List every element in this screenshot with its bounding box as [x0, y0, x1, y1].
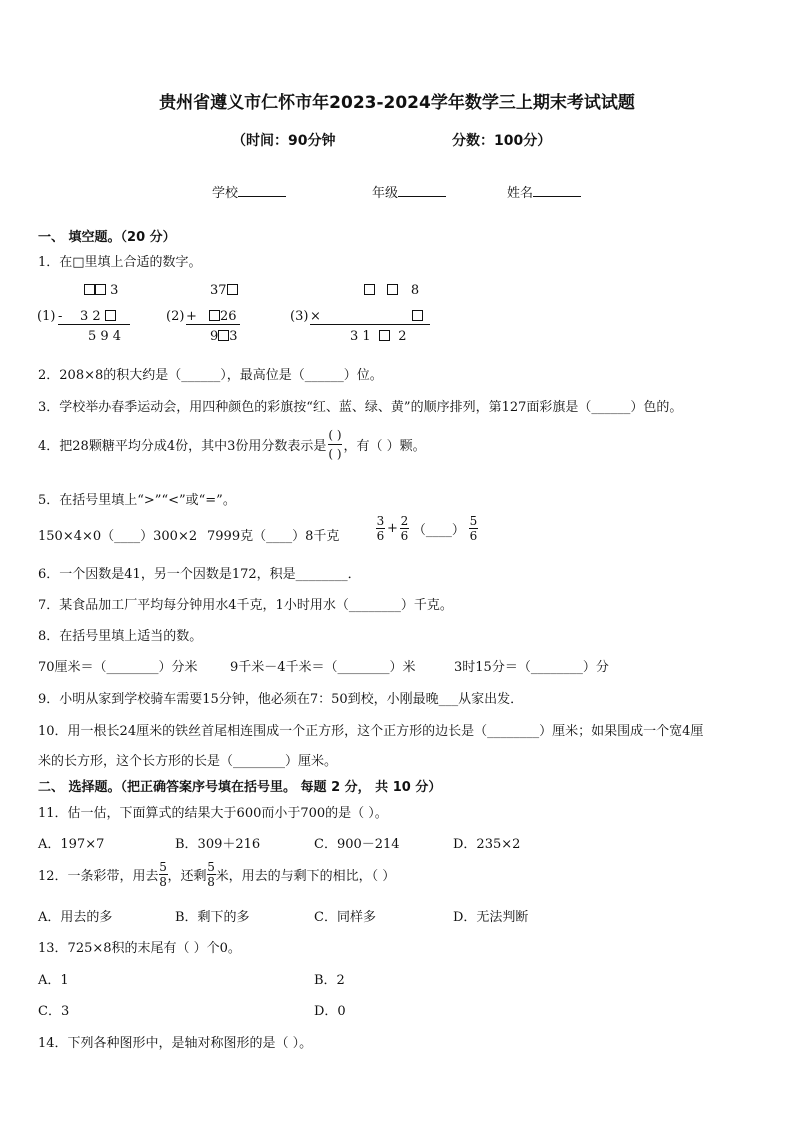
q1-p1-label: (1): [37, 309, 56, 324]
q1-p2-mid-digits: 26: [220, 309, 237, 324]
q12-text-c: 米，用去的与剩下的相比，（ ）: [215, 869, 396, 884]
digit-box: [379, 330, 390, 341]
q14-text: 14．下列各种图形中，是轴对称图形的是（ ）。: [38, 1036, 313, 1051]
q5-fraction-1: [376, 514, 385, 543]
q8-text: 8．在括号里填上适当的数。: [38, 629, 203, 644]
section2-heading: 二、 选择题。（把正确答案序号填在括号里。 每题 2 分， 共 10 分）: [38, 780, 442, 795]
grade-blank: [398, 184, 446, 197]
q1-p2-top-digits: 37: [210, 283, 227, 298]
q1-p2-op: +: [186, 309, 197, 324]
q1-p3-top-digit: 8: [410, 283, 420, 298]
plus-sign: +: [387, 521, 398, 536]
q12-option-d: D．无法判断: [453, 910, 529, 925]
school-field: [212, 182, 286, 201]
name-field: [507, 182, 581, 201]
q1-p3-top: [364, 283, 419, 298]
digit-box: [218, 330, 229, 341]
q12-text: [38, 860, 395, 889]
q1-p3-res-digit2: 2: [398, 329, 407, 344]
q5-fraction-2: [400, 514, 409, 543]
q12-option-b: B．剩下的多: [175, 910, 250, 925]
exam-score: 分数：100分）: [452, 133, 552, 149]
school-blank: [238, 184, 286, 197]
q5-c: [376, 514, 478, 543]
q1-p2-label: (2): [166, 309, 185, 324]
q4-fraction-den: ( ): [328, 447, 342, 461]
q5-a: 150×4×0（____）300×2: [38, 529, 198, 544]
school-label: 学校: [212, 186, 239, 201]
q6-text: 6．一个因数是41，另一个因数是172，积是________．: [38, 567, 361, 582]
q12-fraction-2: [207, 860, 216, 889]
fraction-num: 5: [207, 860, 215, 874]
q5-fraction-3: [469, 514, 478, 543]
q11-option-a: A．197×7: [38, 837, 105, 852]
q13-option-a: A．1: [38, 973, 69, 988]
digit-box: [387, 284, 398, 295]
q13-option-c: C．3: [38, 1004, 70, 1019]
q11-option-b: B．309＋216: [175, 837, 261, 852]
q10-text-b: 米的长方形，这个长方形的长是（________）厘米。: [38, 754, 338, 769]
q13-text: 13．725×8积的末尾有（ ）个0。: [38, 941, 241, 956]
fraction-den: 8: [207, 875, 215, 889]
q5-compare-blank: （____）: [412, 523, 465, 538]
grade-field: [372, 182, 446, 201]
fraction-num: 2: [400, 514, 409, 528]
q1-p1-top-digit: 3: [110, 283, 119, 298]
q3-text: 3．学校举办春季运动会，用四种颜色的彩旗按“红、蓝、绿、黄”的顺序排列，第127面彩旗是（______）色的。: [38, 400, 683, 415]
q12-fraction-1: [159, 860, 168, 889]
fraction-den: 6: [400, 529, 409, 543]
page-title: 贵州省遵义市仁怀市年2023-2024学年数学三上期末考试试题: [159, 93, 635, 113]
q11-text: 11．估一估，下面算式的结果大于600而小于700的是（ ）。: [38, 806, 388, 821]
q4-text-b: ，有（ ）颗。: [343, 439, 426, 454]
q1-p1-top: [84, 283, 118, 298]
digit-box: [105, 310, 116, 321]
q5-text: 5．在括号里填上“>”“<”或“=”。: [38, 493, 236, 508]
digit-box: [412, 310, 423, 321]
digit-box: [84, 284, 95, 295]
q10-text-a: 10．用一根长24厘米的铁丝首尾相连围成一个正方形，这个正方形的边长是（________）厘米；如果围成一个宽4厘: [38, 724, 704, 739]
q1-p3-label: (3): [290, 309, 309, 324]
fraction-num: 5: [469, 514, 478, 528]
q11-option-c: C．900－214: [314, 837, 400, 852]
q1-p3-mid: [412, 309, 423, 324]
q1-p1-mid: [80, 309, 116, 324]
grade-label: 年级: [372, 186, 399, 201]
digit-box: [95, 284, 106, 295]
q13-option-d: D．0: [314, 1004, 346, 1019]
q1-p3-line: [310, 324, 430, 325]
q1-p3-op: ×: [310, 309, 321, 324]
section1-heading: 一、 填空题。（20 分）: [38, 230, 176, 245]
q1-p3-res-digits: 3 1: [350, 329, 371, 344]
fraction-den: 8: [159, 875, 167, 889]
fraction-den: 6: [469, 529, 478, 543]
q1-p1-op: -: [58, 309, 63, 324]
q1-p2-res: [210, 329, 238, 344]
q4-fraction-num: ( ): [328, 428, 342, 442]
q8-a: 70厘米＝（________）分米: [38, 660, 198, 675]
q8-c: 3时15分＝（________）分: [454, 660, 609, 675]
q9-text: 9．小明从家到学校骑车需要15分钟，他必须在7：50到校，小刚最晚___从家出发．: [38, 692, 524, 707]
q7-text: 7．某食品加工厂平均每分钟用水4千克，1小时用水（________）千克。: [38, 598, 453, 613]
q1-text: 1．在□里填上合适的数字。: [38, 255, 202, 270]
q1-p1-line: [58, 324, 130, 325]
q12-option-c: C．同样多: [314, 910, 376, 925]
q1-p2-top: [210, 283, 238, 298]
name-label: 姓名: [507, 186, 534, 201]
q8-b: 9千米－4千米＝（________）米: [230, 660, 416, 675]
q2-text: 2．208×8的积大约是（______），最高位是（______）位。: [38, 368, 383, 383]
fraction-num: 3: [376, 514, 385, 528]
q1-p2-mid: [209, 309, 237, 324]
q4-text-a: 4．把28颗糖平均分成4份，其中3份用分数表示是: [38, 439, 327, 454]
q13-option-b: B．2: [314, 973, 345, 988]
q1-p1-res: 5 9 4: [88, 329, 122, 344]
q12-text-a: 12．一条彩带，用去: [38, 869, 159, 884]
name-blank: [533, 184, 581, 197]
digit-box: [227, 284, 238, 295]
q12-text-b: ，还剩: [167, 869, 207, 884]
digit-box: [364, 284, 375, 295]
digit-box: [209, 310, 220, 321]
q1-p2-res-digit2: 3: [229, 329, 238, 344]
q1-p3-res: [350, 329, 407, 344]
q4-text: [38, 426, 426, 463]
q5-b: 7999克（____）8千克: [207, 529, 340, 544]
q1-p1-mid-digits: 3 2: [80, 309, 101, 324]
q11-option-d: D．235×2: [453, 837, 521, 852]
fraction-den: 6: [376, 529, 385, 543]
q1-p2-line: [186, 324, 240, 325]
q1-p2-res-digit1: 9: [210, 329, 219, 344]
fraction-num: 5: [159, 860, 167, 874]
exam-time: （时间：90分钟: [232, 133, 336, 149]
q12-option-a: A．用去的多: [38, 910, 113, 925]
q4-fraction: [328, 426, 341, 463]
